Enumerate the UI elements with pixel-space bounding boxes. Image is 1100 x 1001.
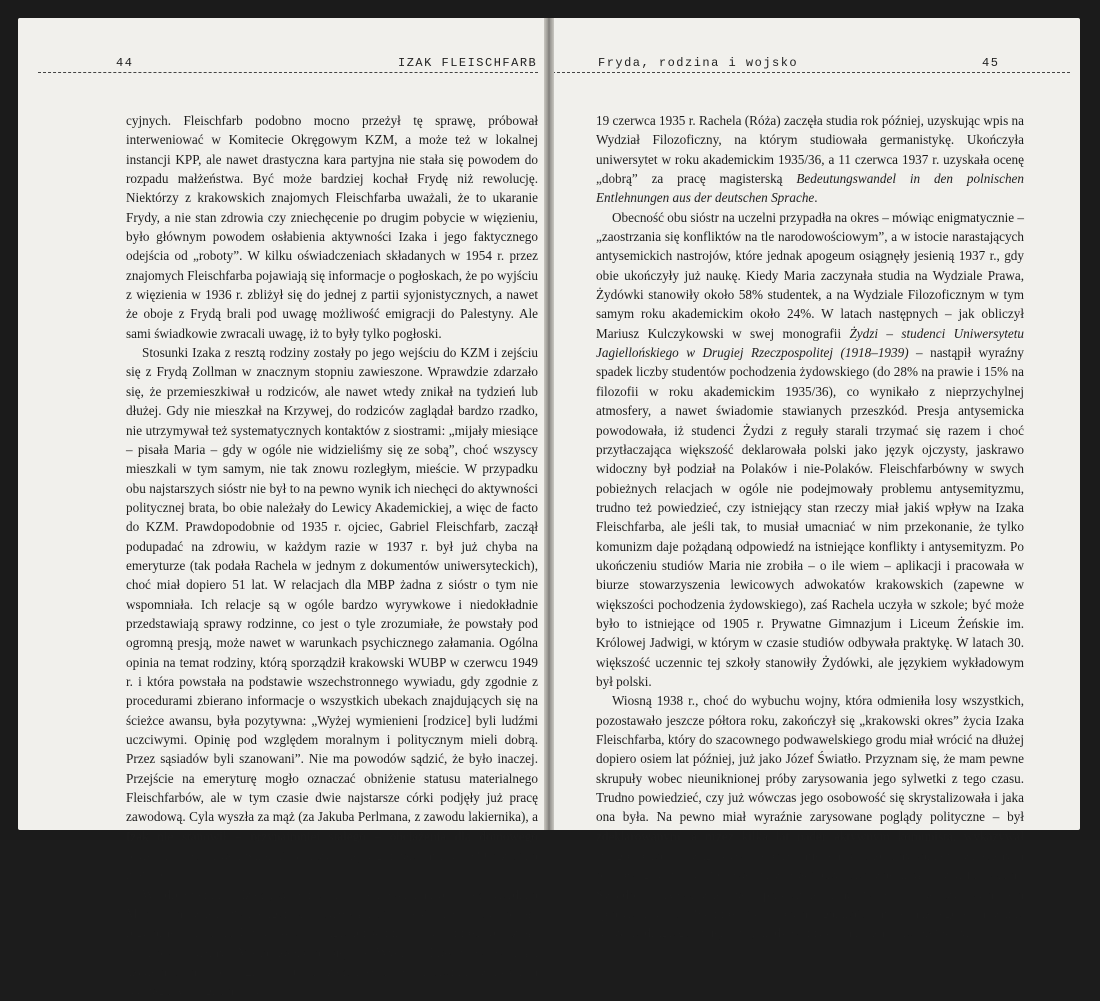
right-page: [552, 18, 1080, 941]
thesis-title: Bedeutungswandel in den polnischen Entlehnungen aus der deutschen Sprache: [596, 171, 1024, 206]
paragraph: Wiosną 1938 r., choć do wybuchu wojny, która odmieniła losy wszystkich, pozostawało jeszcze półtora roku, zakończył się „krakowski okres” życia Izaka Fleischfarba, który do szacownego podwawelskiego grodu miał wrócić na dłużej dopiero osiem lat później, już jako Józef Światło. Przyznam się, że mam pewne skrupuły wobec nieuniknionej próby zarysowania jego sylwetki z tego czasu. Trudno powiedzieć, czy już wówczas jego osobowość się skrystalizowała i jaka ona była. Na pewno miał wyraźnie zarysowane poglądy polityczne – był zdeklarowanym, a przez kilka lat nader aktywnym komunistą, wykazywał swego rodzaju odwagę cywilną oraz umiejętność przełamywania wewnętrznych oporów, gdy np. występował na wiecach czy rozdawał ulotki przed fabrykami. Świadomie ryzykował mało przyjemne kontakty z policją czy wymiarem sprawiedliwości. Być może był dobrym organizatorem. Jednak jego zachowanie w czasie drugiego uwięzienia, kiedy wymyślał najróżniejsze preteksty,: [596, 693, 1024, 941]
header-rule: [38, 72, 538, 73]
monograph-title: Żydzi – studenci Uniwersytetu Jagiellońskiego w Drugiej Rzeczpospolitej (1918–1939): [596, 325, 1024, 361]
paragraph: Stosunki Izaka z resztą rodziny zostały po jego wejściu do KZM i zejściu się z Frydą Zollman w znacznym stopniu zawieszone. Wprawdzie zdarzało się, że przemieszkiwał u rodziców, ale nawet wtedy znikał na tydzień lub dłużej. Gdy nie mieszkał na Krzywej, do rodziców zaglądał bardzo rzadko, nie utrzymywał też systematycznych kontaktów z siostrami: „mijały miesiące – pisała Maria – gdy w ogóle nie widzieliśmy się ze sobą”, choć wszyscy mieszkali w tym samym, nie tak znowu rozległym, mieście. W przypadku obu najstarszych sióstr nie był to na pewno wynik ich niechęci do aktywności politycznej brata, bo obie należały do Lewicy Akademickiej, a więc de facto do KZM. Prawdopodobnie od 1935 r. ojciec, Gabriel Fleischfarb, zaczął podupadać na zdrowiu, w każdym razie w 1937 r. był już chyba na emeryturze (tak podała Rachela w jednym z dokumentów uniwersyteckich), choć miał dopiero 51 lat. W relacjach dla MBP żadna z sióstr o tym nie wspomniała. Ich relacje są w ogóle bardzo wyrywkowe i niedokładnie przedstawiają sprawy rodzinne, co jest o tyle zrozumiałe, że powstały pod ogromną presją, może nawet w warunkach psychicznego załamania. Ogólna opinia na temat rodziny, którą sporządził krakowski WUBP w czerwcu 1949 r. i która powstała na podstawie wszechstronnego wywiadu, gdy zgodnie z procedurami zbierano informacje o wszystkich ubekach znajdujących się na ścieżce awansu, była pozytywna: „Wyżej wymienieni [rodzice] byli ludźmi uczciwymi. Opinię pod względem moralnym i politycznym mieli dobrą. Przez sąsiadów byli szanowani”. Nie ma powodów sądzić, że było inaczej. Przejście na emeryturę mogło oznaczać obniżenie statusu materialnego Fleischfarbów, ale w tym czasie dwie najstarsze córki podjęły już pracę zawodową. Cyla wyszła za mąż (za Jakuba Perlmana, z zawodu lakiernika), a Izak nie stanowił – przynajmniej stałego – obciążenia dla domowego budżetu. Pozostawała Sara, która uczyła się w gimnazjum i w 1939 r. zrobiła maturę.: [126, 345, 538, 883]
running-title: IZAK FLEISCHFARB: [398, 56, 538, 70]
right-page-body: [596, 111, 1024, 943]
page-number: 45: [982, 56, 1000, 70]
running-title: Fryda, rodzina i wojsko: [598, 56, 799, 70]
text-run: 19 czerwca 1935 r. Rachela (Róża) zaczęła studia rok później, uzyskując wpis na Wydział Filozoficzny, na którym studiowała germanistykę. Ukończyła uniwersytet w roku akademickim 1935/36, a 11 czerwca 1937 r. uzyskała ocenę „dobrą” za pracę magisterską: [596, 113, 1024, 187]
left-page-header: [18, 56, 546, 84]
left-page-body: [126, 111, 538, 1001]
right-page-header: [552, 56, 1080, 84]
paragraph: [596, 111, 1024, 208]
page-number: 44: [116, 56, 134, 70]
book-gutter: [544, 18, 554, 830]
text-run: .: [814, 190, 818, 206]
paragraph: cyjnych. Fleischfarb podobno mocno przeżył tę sprawę, próbował interweniować w Komitecie Okręgowym KZM, a może też w lokalnej instancji KPP, ale nawet drastyczna kara partyjna nie stała się powodem do rozpadu małżeństwa. Być może bardziej kochał Frydę niż rewolucję. Niektórzy z krakowskich znajomych Fleischfarba uważali, że to ukaranie Frydy, a nie stan zdrowia czy zniechęcenie po drugim pobycie w więzieniu, było głównym powodem osłabienia aktywności Izaka i jego faktycznego odejścia od „roboty”. W kilku oświadczeniach składanych w 1954 r. przez znajomych Fleischfarba pojawiają się informacje o pogłoskach, że po wyjściu z więzienia w 1936 r. zbliżył się do jednej z partii syjonistycznych, a nawet że oboje z Frydą brali pod uwagę możliwość emigracji do Palestyny. Ale sami świadkowie zwracali uwagę, iż to były tylko pogłoski.: [126, 113, 538, 341]
header-rule: [552, 72, 1070, 73]
text-run: Obecność obu sióstr na uczelni przypadła na okres – mówiąc enigmatycznie – „zaostrzania się konfliktów na tle narodowościowym”, a w istocie narastających antysemickich nastrojów, które jednak apogeum osiągnęły jesienią 1937 r., gdy obie ukończyły już naukę. Kiedy Maria zaczynała studia na Wydziale Prawa, Żydówki stanowiły około 58% studentek, a na Wydziale Filozoficznym w tym samym roku akademickim około 24%. W latach następnych – jak obliczył Mariusz Kulczykowski w swej monografii: [596, 209, 1024, 341]
paragraph: W odróżnieniu od Izaka, który nie lubił się uczyć, a nawet – jak twierdziła Maria – miewał „antyinteligenckie” odzywki, obie najstarsze siostry podjęły regularne studia na Uniwersytecie Jagiellońskim, co było możliwe dzięki statusowi rodziny. Maria zapisała się na Wydział Prawniczy w roku akademickim 1931/32, a studia zakończyła po złożeniu wszystkich wymaganych egzaminów: [126, 886, 538, 999]
text-run: – nastąpił wyraźny spadek liczby studentów pochodzenia żydowskiego (do 28% na prawie i 15% na filozofii w roku akademickim 1935/36), co wynikało z nieprzychylnej atmosfery, a nawet świadomie stawianych przeszkód. Presja antysemicka powodowała, iż studenci Żydzi z reguły starali trzymać się razem i choć przytłaczająca większość deklarowała polski jako język ojczysty, jaskrawo widoczny był podział na Polaków i nie-Polaków. Fleischfarbówny w swych pobieżnych relacjach w ogóle nie podejmowały problemu antysemityzmu, trudno też powiedzieć, czy istniejący stan rzeczy miał jakiś wpływ na Izaka Fleischfarba, ale jeśli tak, to musiał umacniać w nim przekonanie, że tylko komunizm daje pożądaną odpowiedź na istniejące konflikty i antysemityzm. Po ukończeniu studiów Maria nie zrobiła – o ile wiem – aplikacji i pracowała w biurze stowarzyszenia lewicowych adwokatów krakowskich (zapewne w większości pochodzenia żydowskiego), zaś Rachela uczyła w szkole; być może było to istniejące od 1905 r. Prywatne Gimnazjum i Liceum Żeńskie im. Królowej Jadwigi, w którym w czasie studiów odbywała praktykę. W latach 30. większość uczennic tej szkoły stanowiły Żydówki, ale językiem wykładowym był polski.: [596, 345, 1024, 689]
paragraph: [596, 208, 1024, 692]
left-page: [18, 18, 546, 999]
